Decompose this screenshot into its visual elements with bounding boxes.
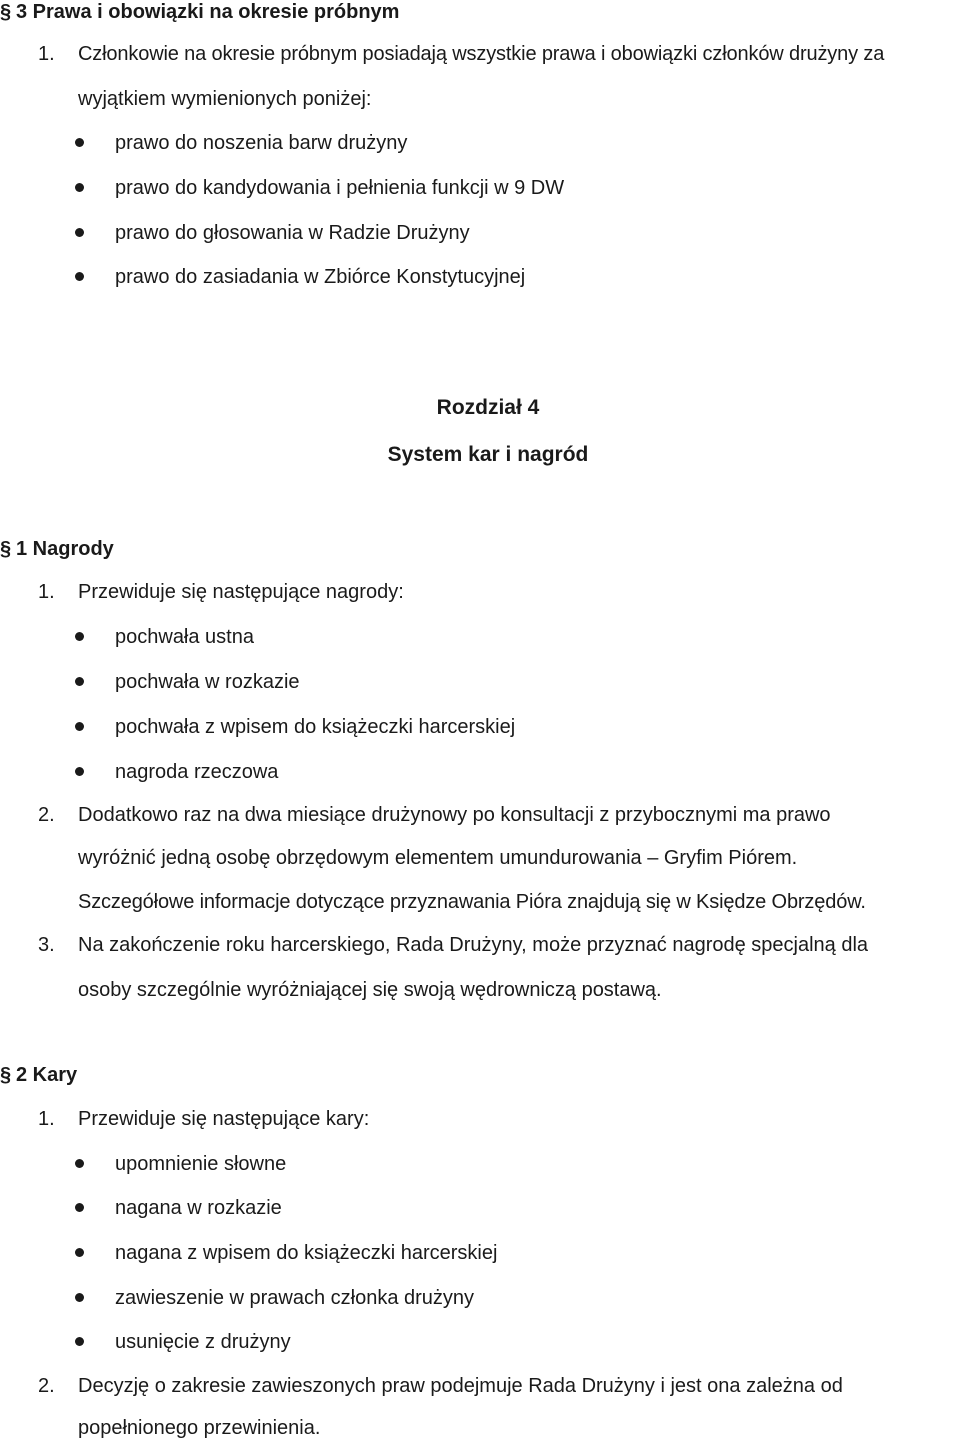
section-1-point-2-line-1: Dodatkowo raz na dwa miesiące drużynowy po konsultacji z przybocznymi ma prawo (78, 804, 831, 826)
section-3-point-1-number: 1. (38, 43, 55, 65)
list-item: zawieszenie w prawach członka drużyny (115, 1287, 475, 1309)
bullet-dot (75, 1159, 84, 1168)
list-item: upomnienie słowne (115, 1153, 287, 1175)
bullet-dot (75, 1248, 84, 1257)
section-1-point-2-number: 2. (38, 804, 55, 826)
section-3-point-1-line-2: wyjątkiem wymienionych poniżej: (78, 88, 372, 110)
section-symbol: § (0, 538, 12, 560)
section-2-point-2-line-2: popełnionego przewinienia. (78, 1417, 321, 1439)
bullet-dot (75, 183, 84, 192)
bullet-dot (75, 1337, 84, 1346)
section-1-point-1-number: 1. (38, 581, 55, 603)
section-1-heading (0, 537, 114, 561)
section-1-point-3-line-1: Na zakończenie roku harcerskiego, Rada Drużyny, może przyznać nagrodę specjalną dla (78, 934, 869, 956)
section-2-point-1-number: 1. (38, 1108, 55, 1130)
bullet-dot (75, 138, 84, 147)
list-item: nagroda rzeczowa (115, 761, 279, 783)
section-1-point-2-line-2: wyróżnić jedną osobę obrzędowym elementem umundurowania – Gryfim Piórem. (78, 847, 798, 869)
list-item: pochwała z wpisem do książeczki harcerskiej (115, 716, 516, 738)
section-3-heading (0, 0, 399, 24)
section-2-point-2-line-1: Decyzję o zakresie zawieszonych praw podejmuje Rada Drużyny i jest ona zależna od (78, 1375, 843, 1397)
list-item: prawo do głosowania w Radzie Drużyny (115, 222, 470, 244)
bullet-dot (75, 228, 84, 237)
list-item: prawo do noszenia barw drużyny (115, 132, 408, 154)
list-item: prawo do kandydowania i pełnienia funkcji w 9 DW (115, 177, 565, 199)
list-item: prawo do zasiadania w Zbiórce Konstytucyjnej (115, 266, 526, 288)
section-1-title: 1 Nagrody (16, 538, 114, 560)
list-item: usunięcie z drużyny (115, 1331, 291, 1353)
section-2-point-1-text: Przewiduje się następujące kary: (78, 1108, 370, 1130)
bullet-dot (75, 722, 84, 731)
bullet-dot (75, 272, 84, 281)
bullet-dot (75, 1203, 84, 1212)
section-symbol: § (0, 1, 12, 23)
bullet-dot (75, 632, 84, 641)
section-1-point-3-number: 3. (38, 934, 55, 956)
section-3-point-1-line-1: Członkowie na okresie próbnym posiadają wszystkie prawa i obowiązki członków drużyny za (78, 43, 885, 65)
chapter-title: System kar i nagród (387, 443, 589, 466)
section-1-point-2-line-3: Szczegółowe informacje dotyczące przyznawania Pióra znajdują się w Księdze Obrzędów. (78, 891, 866, 913)
list-item: nagana z wpisem do książeczki harcerskiej (115, 1242, 498, 1264)
list-item: pochwała ustna (115, 626, 254, 648)
chapter-number: Rozdział 4 (436, 396, 540, 419)
section-2-title: 2 Kary (16, 1064, 78, 1086)
section-symbol: § (0, 1064, 12, 1086)
list-item: pochwała w rozkazie (115, 671, 300, 693)
bullet-dot (75, 767, 84, 776)
list-item: nagana w rozkazie (115, 1197, 282, 1219)
section-3-title: 3 Prawa i obowiązki na okresie próbnym (16, 1, 400, 23)
section-2-point-2-number: 2. (38, 1375, 55, 1397)
bullet-dot (75, 1293, 84, 1302)
section-2-heading (0, 1063, 77, 1087)
bullet-dot (75, 677, 84, 686)
section-1-point-1-text: Przewiduje się następujące nagrody: (78, 581, 404, 603)
section-1-point-3-line-2: osoby szczególnie wyróżniającej się swoją wędrowniczą postawą. (78, 979, 662, 1001)
